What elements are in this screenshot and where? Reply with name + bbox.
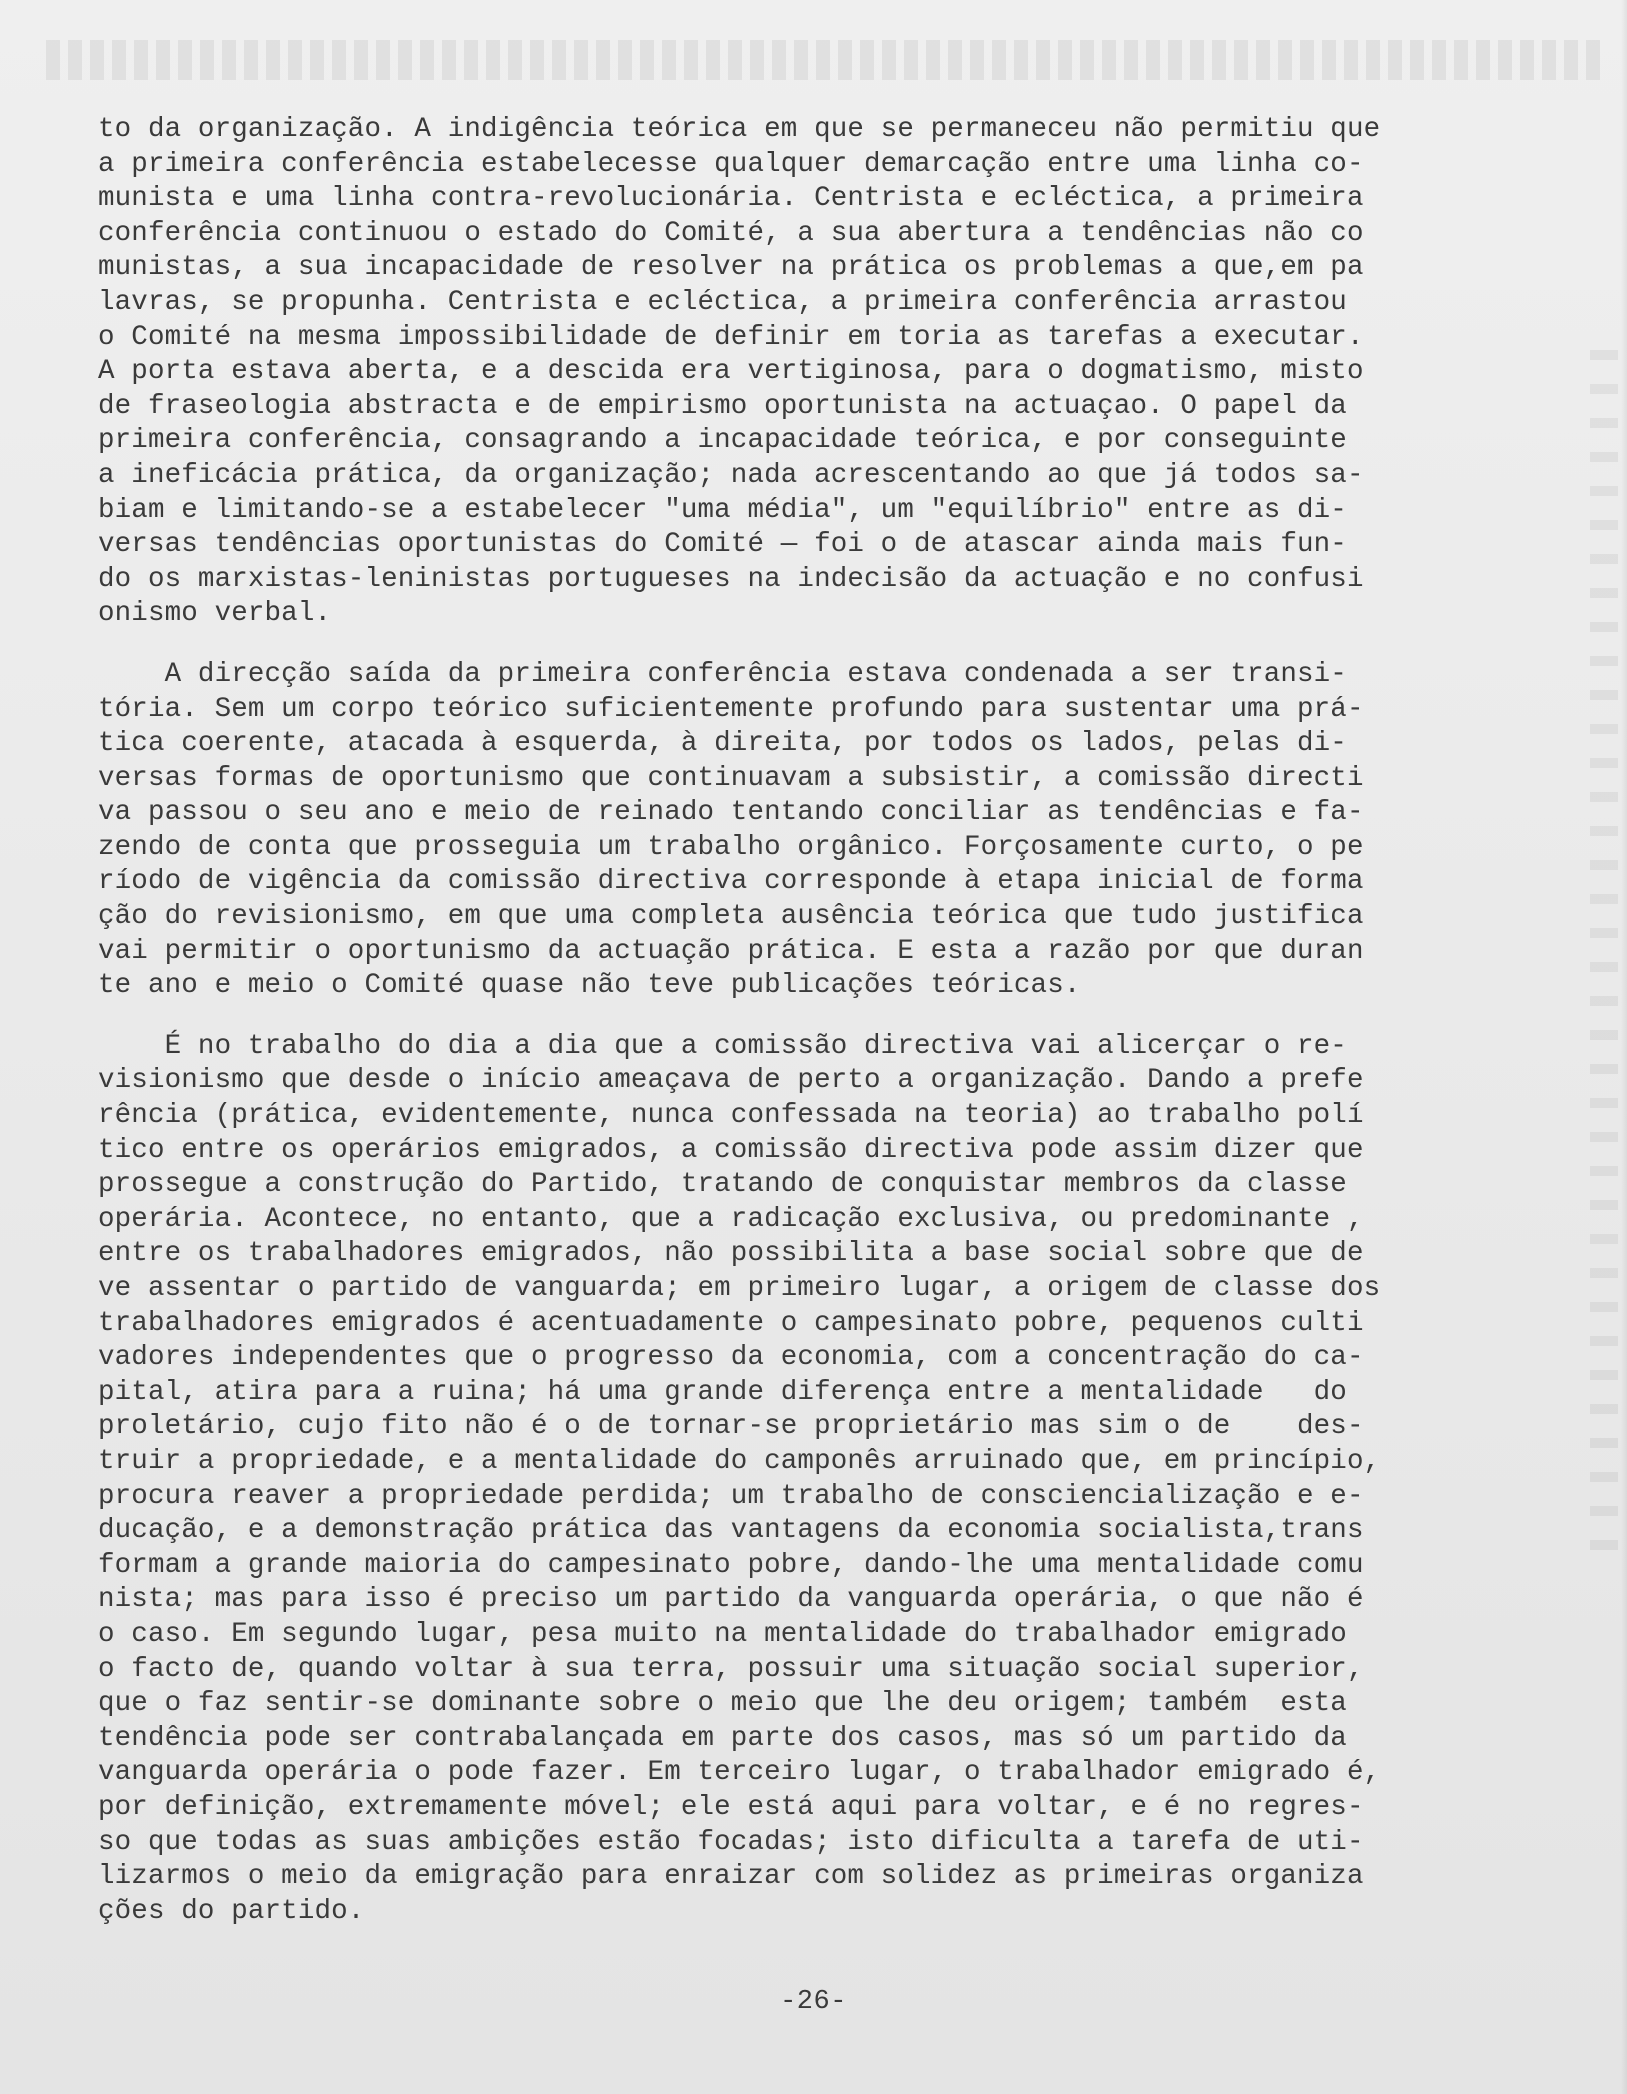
text-line: ções do partido.: [98, 1895, 365, 1927]
text-line: o caso. Em segundo lugar, pesa muito na mentalidade do trabalhador emigrado: [98, 1618, 1347, 1650]
text-line: vai permitir o oportunismo da actuação prática. E esta a razão por que duran: [98, 935, 1364, 967]
text-line: nista; mas para isso é preciso um partido da vanguarda operária, o que não é: [98, 1584, 1364, 1616]
text-line: tendência pode ser contrabalançada em parte dos casos, mas só um partido da: [98, 1722, 1347, 1754]
text-line: munista e uma linha contra-revolucionária. Centrista e ecléctica, a primeira: [98, 183, 1364, 215]
text-line: A porta estava aberta, e a descida era vertiginosa, para o dogmatismo, misto: [98, 356, 1364, 388]
text-line: so que todas as suas ambições estão focadas; isto dificulta a tarefa de uti-: [98, 1826, 1364, 1858]
text-line: É no trabalho do dia a dia que a comissão directiva vai alicerçar o re-: [98, 1030, 1347, 1062]
bleed-through-text-right: [1590, 350, 1618, 1550]
text-line: ducação, e a demonstração prática das vantagens da economia socialista,trans: [98, 1515, 1364, 1547]
text-line: va passou o seu ano e meio de reinado tentando conciliar as tendências e fa-: [98, 797, 1364, 829]
text-line: onismo verbal.: [98, 598, 332, 630]
text-line: tica coerente, atacada à esquerda, à direita, por todos os lados, pelas di-: [98, 728, 1347, 760]
text-line: trabalhadores emigrados é acentuadamente o campesinato pobre, pequenos culti: [98, 1307, 1364, 1339]
text-line: de fraseologia abstracta e de empirismo oportunista na actuaçao. O papel da: [98, 390, 1347, 422]
typewritten-body-text: [98, 113, 1593, 1929]
page-edge-shadow: [1621, 0, 1627, 2094]
text-line: o facto de, quando voltar à sua terra, possuir uma situação social superior,: [98, 1653, 1364, 1685]
text-line: primeira conferência, consagrando a incapacidade teórica, e por conseguinte: [98, 425, 1347, 457]
text-line: procura reaver a propriedade perdida; um trabalho de consciencialização e e-: [98, 1480, 1364, 1512]
text-line: truir a propriedade, e a mentalidade do camponês arruinado que, em princípio,: [98, 1445, 1381, 1477]
text-line: operária. Acontece, no entanto, que a radicação exclusiva, ou predominante ,: [98, 1203, 1364, 1235]
text-line: vadores independentes que o progresso da economia, com a concentração do ca-: [98, 1342, 1364, 1374]
text-line: tico entre os operários emigrados, a comissão directiva pode assim dizer que: [98, 1134, 1364, 1166]
text-line: tória. Sem um corpo teórico suficientemente profundo para sustentar uma prá-: [98, 693, 1364, 725]
text-line: vanguarda operária o pode fazer. Em terceiro lugar, o trabalhador emigrado é,: [98, 1757, 1381, 1789]
text-line: versas formas de oportunismo que continuavam a subsistir, a comissão directi: [98, 762, 1364, 794]
text-line: formam a grande maioria do campesinato pobre, dando-lhe uma mentalidade comu: [98, 1549, 1364, 1581]
text-line: versas tendências oportunistas do Comité — foi o de atascar ainda mais fun-: [98, 529, 1347, 561]
paragraph: [98, 658, 1593, 1004]
text-line: o Comité na mesma impossibilidade de definir em toria as tarefas a executar.: [98, 321, 1364, 353]
text-line: biam e limitando-se a estabelecer "uma média", um "equilíbrio" entre as di-: [98, 494, 1347, 526]
paragraph: [98, 113, 1593, 632]
text-line: a primeira conferência estabelecesse qualquer demarcação entre uma linha co-: [98, 148, 1364, 180]
bleed-through-text-top: [40, 40, 1600, 80]
text-line: que o faz sentir-se dominante sobre o meio que lhe deu origem; também esta: [98, 1688, 1347, 1720]
paragraph-gap: [98, 1004, 1593, 1030]
text-line: do os marxistas-leninistas portugueses na indecisão da actuação e no confusi: [98, 563, 1364, 595]
page-number: -26-: [780, 1987, 847, 2017]
text-line: zendo de conta que prosseguia um trabalho orgânico. Forçosamente curto, o pe: [98, 831, 1364, 863]
text-line: conferência continuou o estado do Comité, a sua abertura a tendências não co: [98, 217, 1364, 249]
text-line: ção do revisionismo, em que uma completa ausência teórica que tudo justifica: [98, 901, 1364, 933]
paragraph-gap: [98, 632, 1593, 658]
text-line: ríodo de vigência da comissão directiva corresponde à etapa inicial de forma: [98, 866, 1364, 898]
text-line: por definição, extremamente móvel; ele está aqui para voltar, e é no regres-: [98, 1791, 1364, 1823]
text-line: to da organização. A indigência teórica em que se permaneceu não permitiu que: [98, 114, 1381, 145]
text-line: prossegue a construção do Partido, tratando de conquistar membros da classe: [98, 1169, 1347, 1201]
text-line: ve assentar o partido de vanguarda; em primeiro lugar, a origem de classe dos: [98, 1273, 1381, 1304]
text-line: lavras, se propunha. Centrista e ecléctica, a primeira conferência arrastou: [98, 286, 1347, 318]
text-line: munistas, a sua incapacidade de resolver na prática os problemas a que,em pa: [98, 252, 1364, 284]
text-line: a ineficácia prática, da organização; nada acrescentando ao que já todos sa-: [98, 459, 1364, 491]
text-line: A direcção saída da primeira conferência estava condenada a ser transi-: [98, 658, 1347, 690]
paragraph: [98, 1030, 1593, 1929]
text-line: proletário, cujo fito não é o de tornar-se proprietário mas sim o de des-: [98, 1411, 1364, 1443]
text-line: entre os trabalhadores emigrados, não possibilita a base social sobre que de: [98, 1238, 1364, 1270]
text-line: lizarmos o meio da emigração para enraizar com solidez as primeiras organiza: [98, 1861, 1364, 1893]
text-line: visionismo que desde o início ameaçava de perto a organização. Dando a prefe: [98, 1065, 1364, 1097]
text-line: pital, atira para a ruina; há uma grande diferença entre a mentalidade do: [98, 1376, 1347, 1408]
text-line: rência (prática, evidentemente, nunca confessada na teoria) ao trabalho polí: [98, 1100, 1364, 1132]
text-line: te ano e meio o Comité quase não teve publicações teóricas.: [98, 970, 1081, 1002]
